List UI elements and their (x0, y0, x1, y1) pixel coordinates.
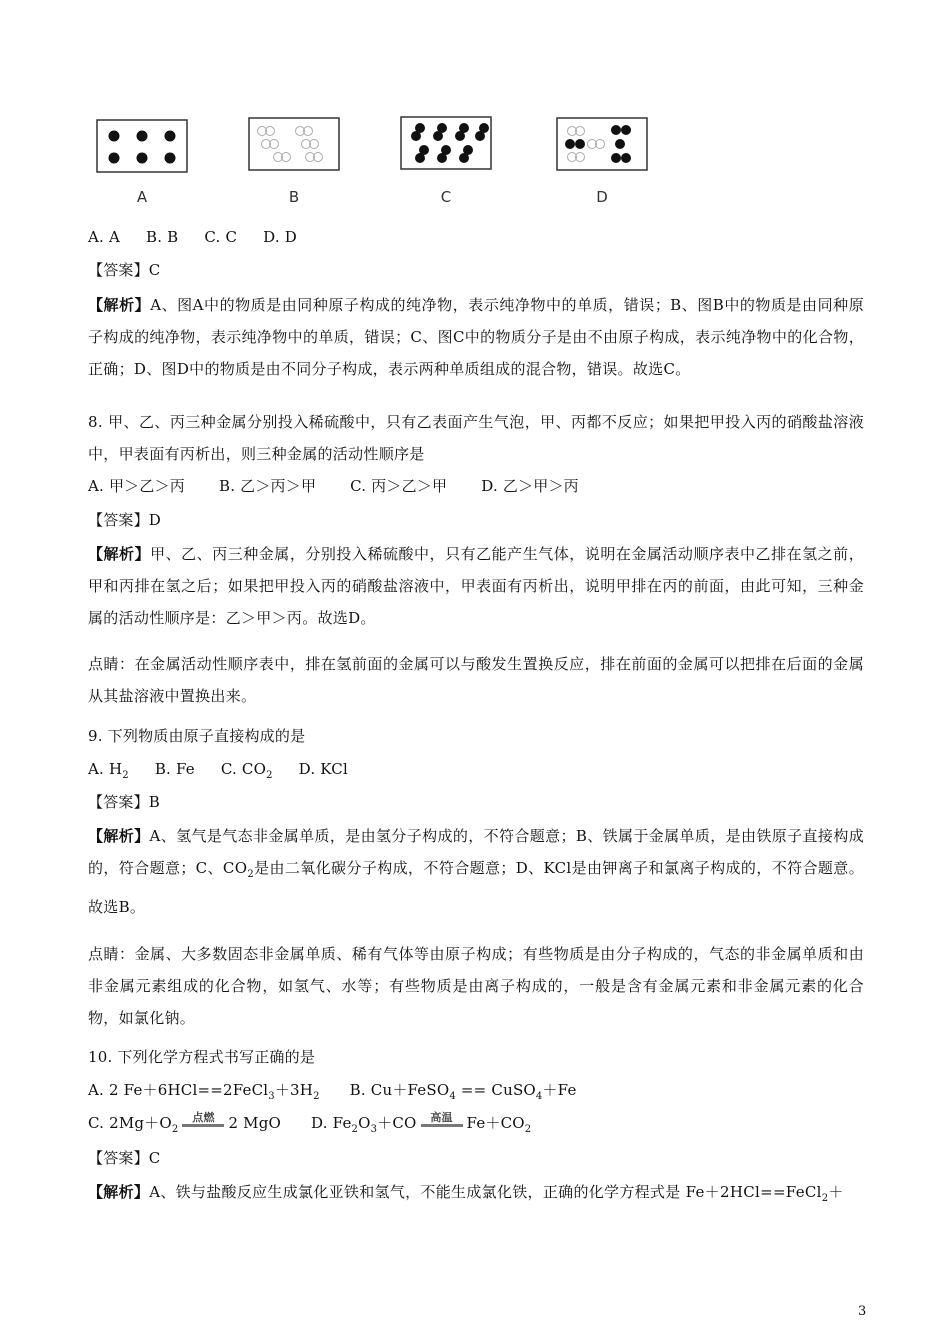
q10-option-d (311, 1113, 531, 1140)
q10-option-b (350, 1080, 577, 1107)
q8-analysis-tag: 【解析】 (88, 545, 151, 563)
q9-option-c (221, 759, 273, 786)
q10-analysis-text-1: A、铁与盐酸反应生成氯化亚铁和氢气，不能生成氯化铁，正确的化学方程式是 Fe＋2HCl==FeCl (149, 1183, 822, 1201)
q9-answer: 【答案】B (88, 793, 161, 811)
q10-option-c-part1: C. 2Mg＋O (88, 1114, 172, 1132)
q10-option-d-part4: Fe＋CO (466, 1114, 525, 1132)
q10-option-a-sub1: 3 (268, 1091, 275, 1102)
q8-option-d: D. 乙＞甲＞丙 (481, 477, 579, 495)
q10-option-c (88, 1113, 281, 1140)
q9-options (88, 759, 864, 786)
q7-analysis-tag: 【解析】 (88, 296, 151, 314)
q10-option-a-part2: ＋3H (274, 1081, 314, 1099)
figure-c (400, 112, 492, 206)
q7-analysis (88, 289, 864, 385)
q10-option-d-part2: O (358, 1114, 371, 1132)
reaction-condition-ignite (182, 1111, 224, 1134)
q9-analysis-text-2: 是由二氧化碳分子构成，不符合题意；D、KCl是由钾离子和氯离子构成的，不符合题意。故选B。 (88, 859, 864, 916)
q9-option-b: B. Fe (154, 760, 195, 778)
q7-option-b: B. B (146, 228, 179, 246)
figure-c-diagram (400, 112, 492, 174)
q10-option-b-part1: B. Cu＋FeSO (349, 1081, 450, 1099)
q10-option-d-sub1: 2 (351, 1124, 359, 1135)
q9-analysis (88, 820, 864, 923)
q8-option-b: B. 乙＞丙＞甲 (218, 477, 317, 495)
q10-stem: 10. 下列化学方程式书写正确的是 (88, 1048, 316, 1066)
q10-option-b-sub2: 4 (535, 1091, 543, 1102)
q10-option-b-sub1: 4 (449, 1091, 456, 1102)
q7-option-d: D. D (263, 228, 298, 246)
q9-option-c-text: C. CO (220, 760, 267, 778)
q9-tip: 点睛：金属、大多数固态非金属单质、稀有气体等由原子构成；有些物质是由分子构成的，气态的非金属单质和由非金属元素组成的化合物，如氢气、水等；有些物质是由离子构成的，一般是含有金属元素和非金属元素的化合物，如氯化钠。 (88, 945, 864, 1027)
q10-analysis (88, 1176, 864, 1215)
q10-options-cd (88, 1113, 864, 1140)
q8-option-a: A. 甲＞乙＞丙 (88, 477, 185, 495)
q10-option-d-part1: D. Fe (311, 1114, 352, 1132)
figure-a-diagram (96, 112, 188, 174)
figure-d (556, 112, 648, 206)
q7-options (88, 227, 864, 247)
q10-option-a-part1: A. 2 Fe＋6HCl==2FeCl (88, 1081, 269, 1099)
q8-answer: 【答案】D (88, 511, 162, 529)
condition-bar (421, 1124, 463, 1127)
q7-analysis-text: A、图A中的物质是由同种原子构成的纯净物，表示纯净物中的单质，错误；B、图B中的物质是由同种原子构成的纯净物，表示纯净物中的单质，错误；C、图C中的物质分子是由不由原子构成，表示纯净物中的化合物，正确；D、图D中的物质是由不同分子构成，表示两种单质组成的混合物，错误。故选C。 (88, 296, 864, 378)
q10-answer: 【答案】C (88, 1149, 161, 1167)
q10-analysis-tag: 【解析】 (88, 1183, 150, 1201)
figure-a (96, 112, 188, 206)
q10-options-ab (88, 1080, 864, 1107)
q9-stem: 9. 下列物质由原子直接构成的是 (88, 727, 306, 745)
condition-bar (182, 1124, 224, 1127)
q9-analysis-sub: 2 (247, 869, 254, 880)
q7-answer: 【答案】C (88, 261, 161, 279)
figure-d-diagram (556, 112, 648, 174)
q10-option-a (88, 1080, 320, 1107)
q10-option-d-part3: ＋CO (377, 1114, 417, 1132)
particle-figures (0, 112, 950, 222)
q8-stem: 8. 甲、乙、丙三种金属分别投入稀硫酸中，只有乙表面产生气泡，甲、丙都不反应；如果把甲投入丙的硝酸盐溶液中，甲表面有丙析出，则三种金属的活动性顺序是 (88, 413, 864, 463)
q10-option-c-sub1: 2 (171, 1124, 179, 1135)
q7-option-c: C. C (204, 228, 238, 246)
reaction-condition-high-temp (421, 1111, 463, 1134)
figure-a-label: A (136, 188, 148, 206)
figure-c-label: C (440, 188, 452, 206)
q10-option-b-part3: ＋Fe (542, 1081, 577, 1099)
q9-option-a-sub: 2 (122, 770, 129, 781)
q10-option-d-sub2: 3 (370, 1124, 378, 1135)
q8-options (88, 476, 864, 496)
figure-d-label: D (596, 188, 608, 206)
q8-tip: 点睛：在金属活动性顺序表中，排在氢前面的金属可以与酸发生置换反应，排在前面的金属可以把排在后面的金属从其盐溶液中置换出来。 (88, 655, 864, 705)
q10-option-b-part2: == CuSO (455, 1081, 536, 1099)
q9-analysis-tag: 【解析】 (88, 827, 150, 845)
q8-option-c: C. 丙＞乙＞甲 (350, 477, 448, 495)
q10-analysis-text-2: ＋ (828, 1183, 844, 1201)
q9-option-a (88, 759, 129, 786)
q10-option-a-sub2: 2 (313, 1091, 320, 1102)
q9-option-d: D. KCl (298, 760, 348, 778)
q9-option-a-text: A. H (88, 760, 123, 778)
q9-option-c-sub: 2 (266, 770, 273, 781)
q10-option-c-part2: 2 MgO (228, 1114, 282, 1132)
figure-b (248, 112, 340, 206)
page-number: 3 (858, 1304, 867, 1319)
q10-analysis-sub: 2 (821, 1193, 829, 1204)
q8-analysis (88, 538, 864, 634)
figure-b-diagram (248, 112, 340, 174)
figure-b-label: B (288, 188, 300, 206)
q8-analysis-text: 甲、乙、丙三种金属，分别投入稀硫酸中，只有乙能产生气体，说明在金属活动顺序表中乙排在氢之前，甲和丙排在氢之后；如果把甲投入丙的硝酸盐溶液中，甲表面有丙析出，说明甲排在丙的前面，由此可知，三种金属的活动性顺序是：乙＞甲＞丙。故选D。 (88, 545, 865, 627)
condition-ignite-text: 点燃 (192, 1111, 215, 1124)
q9-analysis-text-1: A、氢气是气态非金属单质，是由氢分子构成的，不符合题意；B、铁属于金属单质，是由铁原子直接构成的，符合题意；C、CO (88, 827, 864, 877)
q7-option-a: A. A (88, 228, 121, 246)
condition-high-temp-text: 高温 (430, 1111, 453, 1124)
q10-option-d-sub3: 2 (524, 1124, 532, 1135)
